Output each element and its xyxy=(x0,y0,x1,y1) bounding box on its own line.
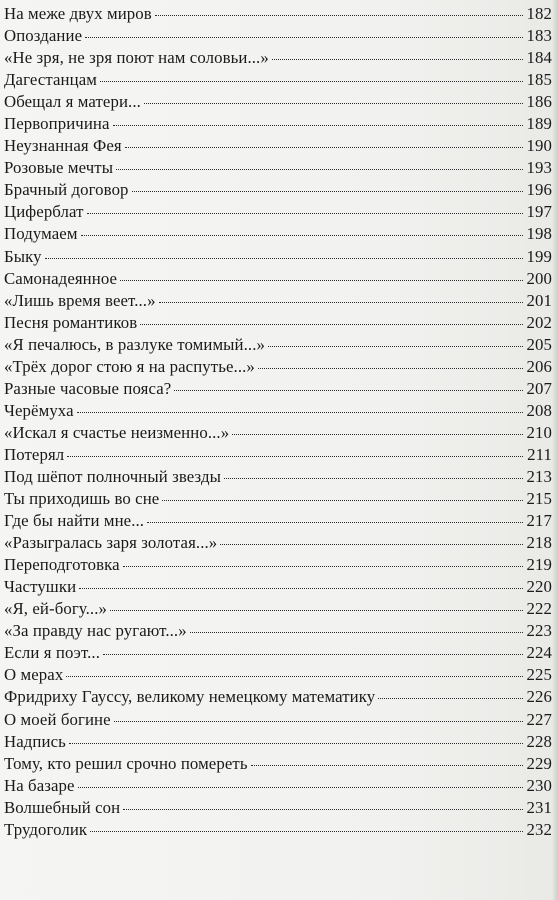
dot-leader xyxy=(174,389,523,391)
toc-entry-page-number: 220 xyxy=(526,577,552,597)
dot-leader xyxy=(78,786,523,788)
toc-entry-page-number: 207 xyxy=(526,378,552,398)
toc-entry-page-number: 224 xyxy=(526,643,552,663)
toc-entry-title: На меже двух миров xyxy=(4,4,152,23)
dot-leader xyxy=(190,631,523,633)
toc-entry xyxy=(4,488,554,510)
dot-leader xyxy=(144,102,523,104)
toc-entry-page-number: 198 xyxy=(526,224,552,244)
toc-entry-page-number: 200 xyxy=(526,268,552,288)
toc-entry-title: Фридриху Гауссу, великому немецкому математику xyxy=(4,687,376,707)
toc-entry-page-number: 228 xyxy=(526,731,552,751)
dot-leader xyxy=(87,212,523,214)
toc-entry-page-number: 201 xyxy=(526,290,552,310)
toc-entry-page-number: 184 xyxy=(526,48,552,68)
toc-entry-title: Неузнанная Фея xyxy=(4,136,122,156)
toc-entry-page-number: 205 xyxy=(526,334,552,354)
dot-leader xyxy=(45,257,523,259)
toc-entry-page-number: 208 xyxy=(526,400,552,420)
toc-entry-title: «Я печалюсь, в разлуке томимый...» xyxy=(4,334,265,354)
table-of-contents xyxy=(4,3,554,841)
toc-entry xyxy=(4,797,554,819)
toc-entry-title: Розовые мечты xyxy=(4,158,114,178)
toc-entry-page-number: 217 xyxy=(526,511,552,531)
toc-entry xyxy=(4,268,554,290)
toc-entry-title: Переподготовка xyxy=(4,555,120,575)
toc-entry-title: Если я поэт... xyxy=(4,643,100,663)
dot-leader xyxy=(220,543,523,545)
toc-entry-title: Разные часовые пояса? xyxy=(4,378,172,398)
dot-leader xyxy=(103,653,523,655)
toc-entry xyxy=(4,246,554,268)
toc-entry-title: Дагестанцам xyxy=(4,70,97,90)
toc-entry xyxy=(4,135,554,157)
dot-leader xyxy=(66,675,523,677)
dot-leader xyxy=(85,36,523,38)
dot-leader xyxy=(125,146,523,148)
dot-leader xyxy=(140,323,523,325)
toc-entry-title: «За правду нас ругают...» xyxy=(4,621,187,641)
toc-entry xyxy=(4,775,554,797)
toc-entry xyxy=(4,47,554,69)
dot-leader xyxy=(232,433,523,435)
toc-entry xyxy=(4,91,554,113)
toc-entry xyxy=(4,290,554,312)
dot-leader xyxy=(120,279,523,281)
toc-entry-page-number: 211 xyxy=(527,444,552,464)
toc-entry-title: Черёмуха xyxy=(4,400,74,420)
toc-entry-title: «Лишь время веет...» xyxy=(4,290,156,310)
toc-entry xyxy=(4,223,554,245)
toc-entry xyxy=(4,356,554,378)
toc-entry-title: Самонадеянное xyxy=(4,268,118,288)
toc-entry-page-number: 197 xyxy=(526,202,552,222)
page-edge-shadow xyxy=(552,0,558,900)
toc-entry-title: «Не зря, не зря поют нам соловьи...» xyxy=(4,48,269,68)
toc-entry-page-number: 227 xyxy=(526,709,552,729)
dot-leader xyxy=(155,14,523,16)
dot-leader xyxy=(268,345,523,347)
dot-leader xyxy=(123,808,523,810)
toc-entry-page-number: 196 xyxy=(526,180,552,200)
toc-entry xyxy=(4,3,554,25)
dot-leader xyxy=(100,80,523,82)
toc-entry-title: Под шёпот полночный звезды xyxy=(4,466,221,486)
dot-leader xyxy=(77,411,523,413)
toc-entry-title: Первопричина xyxy=(4,114,110,134)
dot-leader xyxy=(224,477,523,479)
dot-leader xyxy=(132,190,523,192)
toc-entry-title: Подумаем xyxy=(4,224,78,244)
dot-leader xyxy=(258,367,523,369)
toc-entry-page-number: 230 xyxy=(526,775,552,795)
toc-entry xyxy=(4,444,554,466)
toc-entry-page-number: 223 xyxy=(526,621,552,641)
toc-entry-title: Быку xyxy=(4,246,42,266)
toc-entry-title: Надпись xyxy=(4,731,66,751)
toc-entry-page-number: 189 xyxy=(526,114,552,134)
toc-entry-title: На базаре xyxy=(4,775,75,795)
dot-leader xyxy=(251,764,523,766)
toc-entry-page-number: 213 xyxy=(526,466,552,486)
toc-entry-title: Песня романтиков xyxy=(4,312,138,332)
toc-entry xyxy=(4,554,554,576)
toc-entry-title: Трудоголик xyxy=(4,819,88,839)
toc-entry xyxy=(4,576,554,598)
dot-leader xyxy=(113,124,523,126)
toc-entry-page-number: 202 xyxy=(526,312,552,332)
toc-entry-page-number: 229 xyxy=(526,753,552,773)
toc-entry-page-number: 210 xyxy=(526,422,552,442)
toc-entry-page-number: 225 xyxy=(526,665,552,685)
toc-entry xyxy=(4,753,554,775)
toc-entry-page-number: 226 xyxy=(526,687,552,707)
toc-entry xyxy=(4,378,554,400)
dot-leader xyxy=(90,830,523,832)
toc-entry xyxy=(4,664,554,686)
toc-entry xyxy=(4,400,554,422)
toc-entry-page-number: 231 xyxy=(526,797,552,817)
toc-entry xyxy=(4,709,554,731)
dot-leader xyxy=(79,587,523,589)
toc-entry xyxy=(4,620,554,642)
toc-entry-title: Потерял xyxy=(4,444,65,464)
toc-entry-title: Ты приходишь во сне xyxy=(4,489,160,509)
toc-entry-title: Циферблат xyxy=(4,202,84,222)
toc-entry xyxy=(4,819,554,841)
toc-entry xyxy=(4,532,554,554)
toc-entry-title: «Искал я счастье неизменно...» xyxy=(4,422,230,442)
dot-leader xyxy=(159,301,523,303)
toc-entry-title: О моей богине xyxy=(4,709,111,729)
toc-entry-title: Опоздание xyxy=(4,26,83,46)
toc-entry-title: «Я, ей-богу...» xyxy=(4,599,107,619)
toc-entry xyxy=(4,422,554,444)
dot-leader xyxy=(123,565,523,567)
toc-entry xyxy=(4,25,554,47)
toc-entry xyxy=(4,157,554,179)
dot-leader xyxy=(69,742,523,744)
toc-entry-page-number: 193 xyxy=(526,158,552,178)
toc-entry xyxy=(4,201,554,223)
toc-entry-page-number: 206 xyxy=(526,356,552,376)
toc-entry-page-number: 215 xyxy=(526,489,552,509)
toc-entry xyxy=(4,179,554,201)
toc-entry-page-number: 232 xyxy=(526,819,552,839)
dot-leader xyxy=(114,720,523,722)
toc-entry-title: О мерах xyxy=(4,665,64,685)
toc-entry-page-number: 186 xyxy=(526,92,552,112)
toc-entry-title: Тому, кто решил срочно помереть xyxy=(4,753,248,773)
toc-entry-title: Где бы найти мне... xyxy=(4,511,145,531)
toc-entry-page-number: 199 xyxy=(526,246,552,266)
dot-leader xyxy=(147,521,523,523)
toc-entry-title: Частушки xyxy=(4,577,77,597)
toc-entry xyxy=(4,598,554,620)
toc-entry-title: Брачный договор xyxy=(4,180,129,200)
toc-entry-page-number: 183 xyxy=(526,26,552,46)
toc-entry xyxy=(4,466,554,488)
toc-entry xyxy=(4,510,554,532)
toc-entry xyxy=(4,642,554,664)
dot-leader xyxy=(116,168,523,170)
dot-leader xyxy=(272,58,523,60)
toc-entry xyxy=(4,334,554,356)
dot-leader xyxy=(67,455,523,457)
toc-entry-page-number: 182 xyxy=(526,4,552,23)
dot-leader xyxy=(162,499,523,501)
toc-entry xyxy=(4,731,554,753)
toc-entry-page-number: 218 xyxy=(526,533,552,553)
toc-entry-title: Волшебный сон xyxy=(4,797,121,817)
toc-entry-title: «Трёх дорог стою я на распутье...» xyxy=(4,356,255,376)
toc-entry-title: Обещал я матери... xyxy=(4,92,141,112)
dot-leader xyxy=(378,697,523,699)
toc-entry-page-number: 185 xyxy=(526,70,552,90)
toc-entry xyxy=(4,312,554,334)
toc-entry xyxy=(4,686,554,708)
toc-entry-page-number: 190 xyxy=(526,136,552,156)
dot-leader xyxy=(110,609,523,611)
toc-entry xyxy=(4,69,554,91)
toc-entry-page-number: 219 xyxy=(526,555,552,575)
toc-entry xyxy=(4,113,554,135)
dot-leader xyxy=(81,234,523,236)
toc-entry-page-number: 222 xyxy=(526,599,552,619)
toc-entry-title: «Разыгралась заря золотая...» xyxy=(4,533,218,553)
